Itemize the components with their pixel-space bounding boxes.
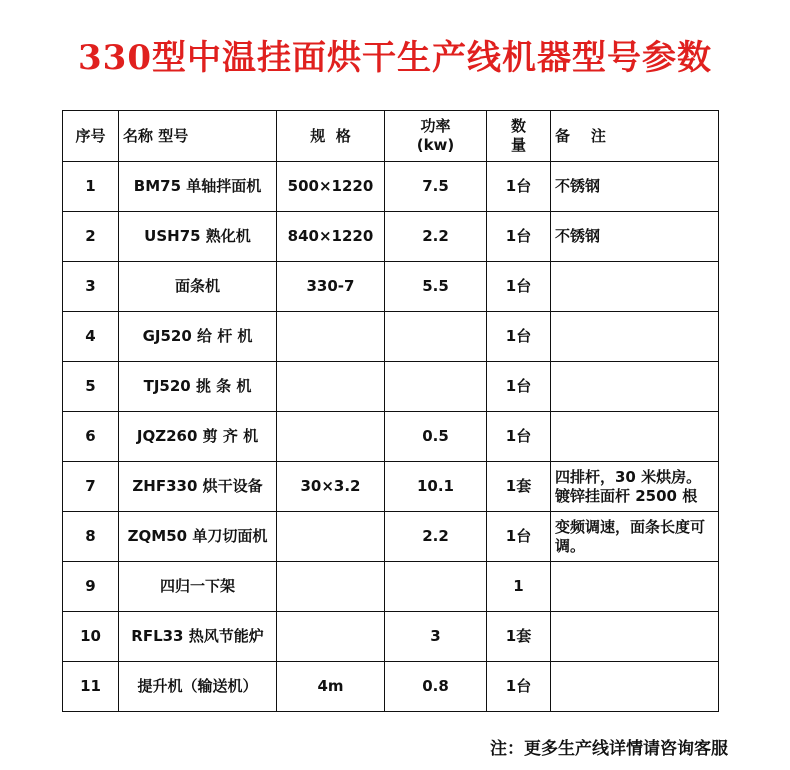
cell-name: GJ520 给 杆 机: [119, 312, 277, 362]
cell-spec: 4m: [277, 662, 385, 712]
header-remark: 备 注: [551, 111, 719, 162]
cell-spec: [277, 512, 385, 562]
table-row: [63, 262, 719, 312]
header-spec: 规 格: [277, 111, 385, 162]
cell-spec: [277, 612, 385, 662]
cell-remark: [551, 612, 719, 662]
cell-name: ZHF330 烘干设备: [119, 462, 277, 512]
header-name: 名称 型号: [119, 111, 277, 162]
cell-remark: [551, 262, 719, 312]
cell-power: [385, 362, 487, 412]
cell-spec: [277, 562, 385, 612]
table-row: [63, 162, 719, 212]
cell-power: 2.2: [385, 512, 487, 562]
cell-power: [385, 312, 487, 362]
cell-power: [385, 562, 487, 612]
cell-no: 11: [63, 662, 119, 712]
cell-no: 4: [63, 312, 119, 362]
spec-table: [62, 110, 719, 712]
footer-note: 注：更多生产线详情请咨询客服: [490, 739, 728, 759]
cell-no: 5: [63, 362, 119, 412]
table-row: [63, 612, 719, 662]
cell-name: TJ520 挑 条 机: [119, 362, 277, 412]
cell-qty: 1套: [487, 462, 551, 512]
cell-name: 四归一下架: [119, 562, 277, 612]
cell-no: 8: [63, 512, 119, 562]
cell-qty: 1台: [487, 362, 551, 412]
cell-qty: 1台: [487, 512, 551, 562]
header-power-unit: (kw): [416, 136, 455, 154]
cell-name: 提升机（输送机）: [119, 662, 277, 712]
cell-name: 面条机: [119, 262, 277, 312]
table-row: [63, 462, 719, 512]
header-qty: 数 量: [487, 111, 551, 162]
cell-power: 5.5: [385, 262, 487, 312]
cell-name: USH75 熟化机: [119, 212, 277, 262]
cell-power: 7.5: [385, 162, 487, 212]
table-header-row: [63, 111, 719, 162]
cell-name: ZQM50 单刀切面机: [119, 512, 277, 562]
cell-spec: 30×3.2: [277, 462, 385, 512]
cell-spec: 500×1220: [277, 162, 385, 212]
table-row: [63, 662, 719, 712]
table-row: [63, 212, 719, 262]
cell-no: 2: [63, 212, 119, 262]
cell-remark: [551, 562, 719, 612]
table-row: [63, 512, 719, 562]
header-power-label: 功率: [420, 117, 451, 135]
page-title: 330型中温挂面烘干生产线机器型号参数: [78, 38, 712, 78]
cell-power: 3: [385, 612, 487, 662]
cell-remark: [551, 412, 719, 462]
cell-remark: [551, 312, 719, 362]
cell-spec: 330-7: [277, 262, 385, 312]
cell-power: 0.5: [385, 412, 487, 462]
cell-qty: 1台: [487, 412, 551, 462]
cell-qty: 1台: [487, 312, 551, 362]
table-row: [63, 312, 719, 362]
cell-remark: 不锈钢: [551, 212, 719, 262]
table-row: [63, 562, 719, 612]
header-power: [385, 111, 487, 162]
cell-qty: 1台: [487, 162, 551, 212]
cell-remark: [551, 662, 719, 712]
cell-spec: 840×1220: [277, 212, 385, 262]
cell-no: 3: [63, 262, 119, 312]
cell-name: JQZ260 剪 齐 机: [119, 412, 277, 462]
cell-name: RFL33 热风节能炉: [119, 612, 277, 662]
cell-remark: [551, 362, 719, 412]
cell-spec: [277, 412, 385, 462]
cell-no: 7: [63, 462, 119, 512]
cell-qty: 1套: [487, 612, 551, 662]
cell-power: 10.1: [385, 462, 487, 512]
cell-remark: 四排杆，30 米烘房。镀锌挂面杆 2500 根: [551, 462, 719, 512]
cell-remark: 变频调速，面条长度可调。: [551, 512, 719, 562]
cell-qty: 1台: [487, 212, 551, 262]
cell-no: 1: [63, 162, 119, 212]
cell-spec: [277, 312, 385, 362]
table-row: [63, 412, 719, 462]
cell-no: 9: [63, 562, 119, 612]
cell-remark: 不锈钢: [551, 162, 719, 212]
cell-qty: 1台: [487, 262, 551, 312]
cell-power: 2.2: [385, 212, 487, 262]
cell-name: BM75 单轴拌面机: [119, 162, 277, 212]
cell-no: 6: [63, 412, 119, 462]
cell-power: 0.8: [385, 662, 487, 712]
table-row: [63, 362, 719, 412]
cell-spec: [277, 362, 385, 412]
cell-qty: 1: [487, 562, 551, 612]
cell-qty: 1台: [487, 662, 551, 712]
header-no: 序号: [63, 111, 119, 162]
cell-no: 10: [63, 612, 119, 662]
